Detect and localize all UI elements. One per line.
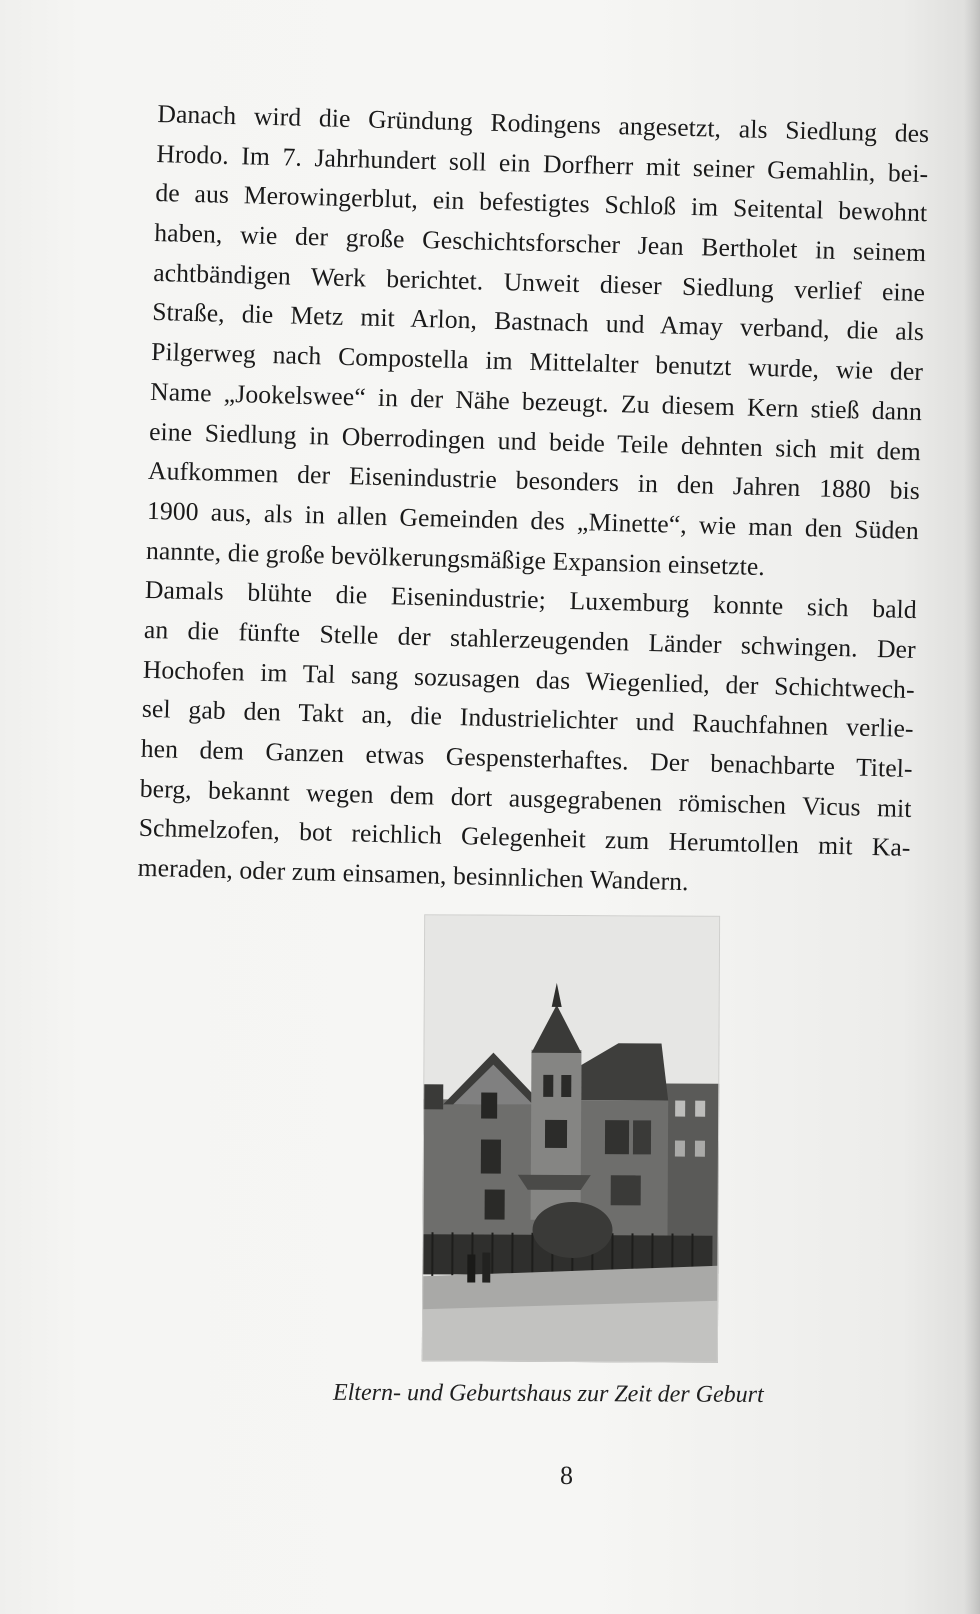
text-line: Danach wird die Gründung Rodingens angesetzt, als Siedlung des [157,98,930,149]
text-line: Pilgerweg nach Compostella im Mittelalter benutzt wurde, wie der [150,337,924,387]
text-line: Hrodo. Im 7. Jahrhundert soll ein Dorfherr mit seiner Gemahlin, bei- [156,138,929,188]
text-line: Hochofen im Tal sang sozusagen das Wiegenlied, der Schichtwech- [142,654,916,704]
text-line: berg, bekannt wegen dem dort ausgegrabenen römischen Vicus mit [139,773,912,823]
page-edge-shadow [964,0,980,1614]
figure-caption: Eltern- und Geburtshaus zur Zeit der Geburt [332,1379,764,1408]
house-illustration [422,914,720,1363]
text-line: Aufkommen der Eisenindustrie besonders in den Jahren 1880 bis [147,456,921,506]
text-line: achtbändigen Werk berichtet. Unweit dieser Siedlung verlief eine [152,257,926,307]
text-line: nannte, die große bevölkerungsmäßige Expansion einsetzte. [145,535,766,581]
text-line: Name „Jookelswee“ in der Nähe bezeugt. Zu diesem Kern stieß dann [149,376,923,426]
text-line: de aus Merowingerblut, ein befestigtes Schloß im Seitental bewohnt [155,178,928,228]
text-line: Damals blühte die Eisenindustrie; Luxemburg konnte sich bald [144,575,918,625]
text-line: hen dem Ganzen etwas Gespensterhaftes. Der benachbarte Titel- [140,733,913,783]
text-line: 1900 aus, als in allen Gemeinden des „Minette“, wie man den Süden [146,495,920,545]
house-photo [422,914,720,1363]
text-line: sel gab den Takt an, die Industrielichter und Rauchfahnen verlie- [141,694,915,744]
body-text [137,94,958,908]
text-line: haben, wie der große Geschichtsforscher Jean Bertholet in seinem [153,218,927,268]
text-line: meraden, oder zum einsamen, besinnlichen Wandern. [137,852,689,897]
text-line: an die fünfte Stelle der stahlerzeugenden Länder schwingen. Der [143,614,917,664]
page-number: 8 [560,1461,573,1490]
text-line: Schmelzofen, bot reichlich Gelegenheit zum Herumtollen mit Ka- [138,813,911,863]
text-line: eine Siedlung in Oberrodingen und beide Teile dehnten sich mit dem [148,416,922,466]
text-line: Straße, die Metz mit Arlon, Bastnach und Amay verband, die als [151,297,925,347]
